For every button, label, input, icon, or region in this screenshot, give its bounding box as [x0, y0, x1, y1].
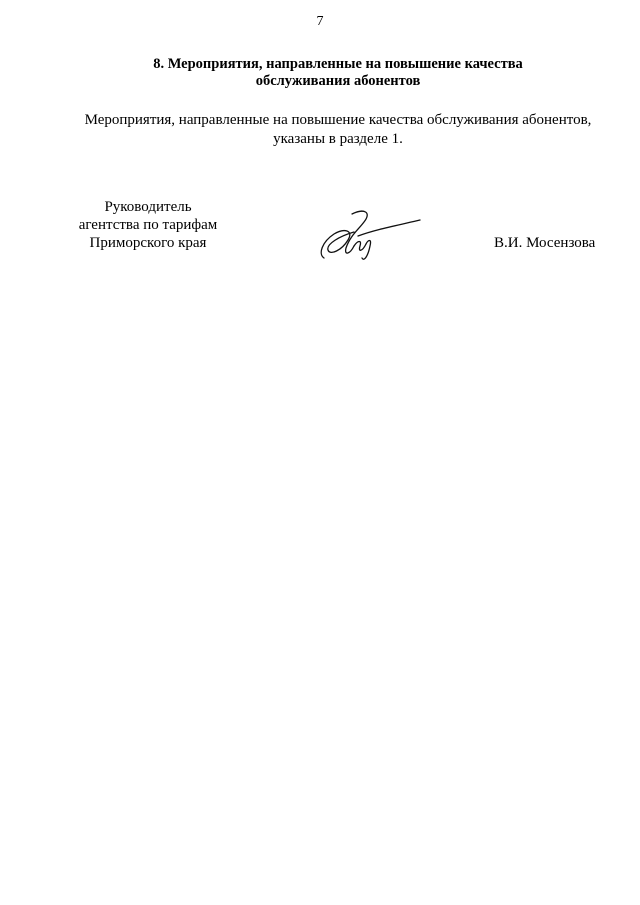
body-line-1: Мероприятия, направленные на повышение качества обслуживания абонентов,	[84, 112, 592, 128]
body-paragraph	[0, 111, 640, 149]
section-title	[0, 56, 640, 90]
signer-name: В.И. Мосензова	[494, 235, 596, 251]
section-title-line-1: 8. Мероприятия, направленные на повышение качества	[153, 56, 523, 72]
signer-position-line-1: Руководитель	[104, 199, 192, 215]
body-line-2: указаны в разделе 1.	[273, 131, 403, 147]
signer-position	[70, 198, 226, 252]
page-number: 7	[316, 14, 324, 29]
signer-position-line-2: агентства по тарифам	[78, 217, 218, 233]
signer-position-line-3: Приморского края	[89, 235, 207, 251]
handwritten-signature-icon	[314, 206, 424, 266]
section-title-line-2: обслуживания абонентов	[255, 73, 421, 89]
